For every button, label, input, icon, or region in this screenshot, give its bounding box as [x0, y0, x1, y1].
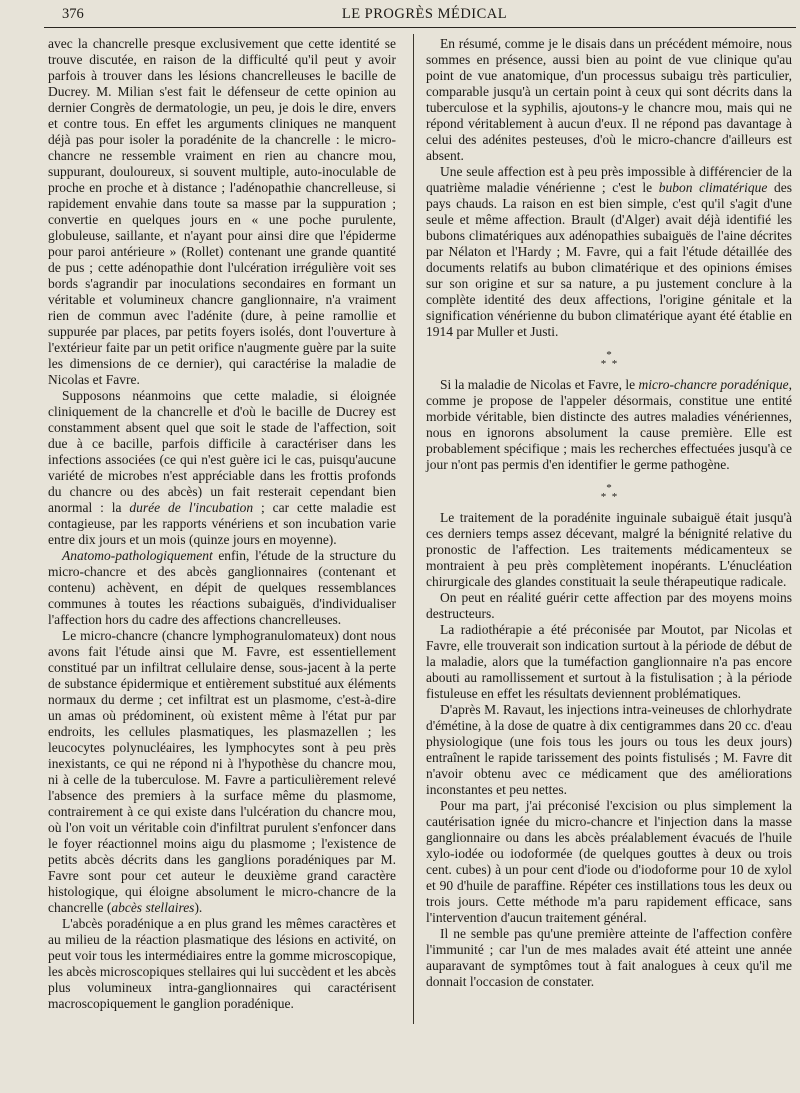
italic-term: Anatomo-pathologiquement	[62, 548, 213, 563]
asterism-star-pair: * *	[600, 358, 618, 370]
right-column	[426, 36, 792, 990]
section-asterism	[426, 482, 792, 503]
paragraph	[48, 548, 396, 628]
text-run: Supposons néanmoins que cette maladie, si éloignée cliniquement de la chancrelle et d'où le bacille de Ducrey est constamment absent quel que soit le stade de l'affection, soit due à ce bacille, parfois difficile à caractériser dans les infections associées (ce qui n'est guère ici le cas, puisqu'aucune variété de microbes n'est appréciable dans les frottis profonds du chancre ou des abcès) un fait resterait cependant bien anormal : la	[48, 388, 396, 515]
paragraph: La radiothérapie a été préconisée par Moutot, par Nicolas et Favre, elle trouverait son indication surtout à la période de début de la maladie, alors que la tuméfaction ganglionnaire n'a pas encore abouti au ramollissement et surtout à la fistulisation ; à la période fistuleuse en effet les résultats deviennent problématiques.	[426, 622, 792, 701]
italic-term: micro-chancre poradénique	[638, 377, 789, 392]
italic-term: durée de l'incubation	[129, 500, 254, 515]
text-run: , comme je propose de l'appeler désormais, constitue une entité morbide véritable, bien distincte des autres maladies vénériennes, nous en ignorons absolument la cause première. Elle est probablement spécifique ; mais les recherches effectuées jusqu'à ce jour n'ont pas permis d'en identifier le germe pathogène.	[426, 377, 792, 472]
paragraph	[48, 628, 396, 916]
header-rule	[44, 27, 796, 28]
asterism-star: *	[606, 349, 612, 361]
text-run: Si la maladie de Nicolas et Favre, le	[440, 377, 639, 392]
text-run: des pays chauds. La raison en est bien simple, c'est qu'il s'agit d'une seule et même affection. Brault (d'Alger) avait déjà identifié les bubons climatériques aux adénopathies subaiguës de l'aine décrites par Nélaton et l'Hardy ; M. Favre, qui a fait l'étude détaillée des documents relatifs au bubon climatérique et des opinions émises sur son origine et sur sa nature, a pu justement conclure à la complète identité des deux affections, l'origine génitale et la signification vénérienne du bubon climatérique ayant été établie en 1914 par Muller et Justi.	[426, 180, 793, 339]
text-run: ; car cette maladie est contagieuse, par les rapports vénériens et son incubation varie entre dix jours et un mois (quinze jours en moyenne).	[48, 500, 396, 547]
paragraph	[426, 164, 792, 340]
asterism-star: *	[606, 482, 612, 494]
asterism-star-pair: * *	[600, 491, 618, 503]
paragraph: Le traitement de la poradénite inguinale subaiguë était jusqu'à ces derniers temps assez décevant, malgré la bénignité relative du pronostic de l'affection. Les traitements médicamenteux se montraient à peu près complètement inopérants. L'énucléation chirurgicale des glandes constituait la seule thérapeutique radicale.	[426, 510, 792, 589]
italic-term: abcès stellaires	[111, 900, 195, 915]
section-asterism	[426, 349, 792, 370]
paragraph	[48, 388, 396, 548]
paragraph: avec la chancrelle presque exclusivement que cette identité se trouve discutée, en raison de la difficulté qu'il peut y avoir parfois à trouver dans les lésions chancrelleuses le bacille de Ducrey. M. Milian s'est fait le défenseur de cette opinion au dernier Congrès de dermatologie, un peu, je dois le dire, envers et contre tous. En effet les arguments cliniques ne manquent déjà pas pour isoler la poradénite de la chancrelle : le micro-chancre ne ressemble vraiment en rien au chancre mou, suppurant, douloureux, si souvent multiple, auto-inoculable de proche en proche et à distance ; l'adénopathie chancrelleuse, si rapidement envahie dans toute sa masse par la suppuration ; convertie en quelques jours en « une poche purulente, globuleuse, saillante, et n'ayant pour ainsi dire que l'épiderme pour paroi antérieure » (Rollet) contenant une grande quantité de pus ; cette adénopathie dont l'ulcération irrégulière voit ses bords s'agrandir par inoculations secondaires en formant un véritable et volumineux chancre ganglionnaire, n'a vraiment rien de commun avec l'adénite (dure, à peine ramollie et suppurée par places, par petits foyers isolés, dont l'ouverture à l'extérieur faite par un petit orifice n'augmente guère par la suite les dimensions de ce dernier), qui caractérise la maladie de Nicolas et Favre.	[48, 36, 396, 387]
text-run: ).	[194, 900, 203, 915]
italic-term: bubon climatérique	[658, 180, 768, 195]
text-run: Le micro-chancre (chancre lymphogranulomateux) dont nous avons fait l'étude ainsi que M. Favre, est essentiellement constitué par un infiltrat cellulaire dense, sous-jacent à la perte de substance épidermique et entièrement substitué aux éléments normaux du derme ; cet infiltrat est un plasmome, c'est-à-dire un amas où prédominent, où existent même à l'état pur par endroits, les cellules plasmatiques, les plasmazellen ; les leucocytes polynucléaires, les lymphocytes sont à peu près inexistants, ce qui ne répond ni à l'hypothèse du chancre mou, ni à celle de la tuberculose. M. Favre a particulièrement relevé l'absence des premiers à la surface même du plasmome, contrairement à ce qui existe dans l'ulcération du chancre mou, où l'on voit un véritable coin d'infiltrat purulent s'enfoncer dans le foyer réactionnel moins aigu du plasmome ; l'existence de petits abcès décrits dans les ganglions poradéniques par M. Favre sont pour cet auteur le deuxième grand caractère histologique, qui éloigne absolument le micro-chancre de la chancrelle (	[48, 628, 396, 915]
paragraph: Il ne semble pas qu'une première atteinte de l'affection confère l'immunité ; car l'un de mes malades avait été atteint une année auparavant de symptômes tout à fait analogues à ceux qu'il me donnait l'occasion de constater.	[426, 926, 792, 989]
paragraph: L'abcès poradénique a en plus grand les mêmes caractères et au milieu de la réaction plasmatique des lésions en activité, on peut voir tous les intermédiaires entre la gomme microscopique, les abcès microscopiques stellaires qui lui succèdent et les abcès plus volumineux intra-ganglionnaires qui caractérisent macroscopiquement le ganglion poradénique.	[48, 916, 396, 1011]
column-divider	[413, 34, 414, 1024]
paragraph: D'après M. Ravaut, les injections intra-veineuses de chlorhydrate d'émétine, à la dose de quatre à dix centigrammes dans 20 cc. d'eau physiologique (une fois tous les jours ou tous les deux jours) entraînent le rapide tarissement des points fistulisés ; M. Favre dit n'avoir obtenu avec ce médicament que des améliorations inconstantes et peu nettes.	[426, 702, 792, 797]
text-run: enfin, l'étude de la structure du micro-chancre et des abcès ganglionnaires (contenant et contenu) achèvent, en dépit de quelques ressemblances communes à toutes les réactions subaiguës, d'individualiser l'affection hors du cadre des affections chancrelleuses.	[48, 548, 396, 627]
page-number: 376	[62, 6, 84, 22]
paragraph	[426, 377, 792, 473]
running-header	[62, 6, 787, 26]
text-run: Une seule affection est à peu près impossible à différencier de la quatrième maladie vénérienne ; c'est le	[426, 164, 792, 195]
paragraph: Pour ma part, j'ai préconisé l'excision ou plus simplement la cautérisation ignée du micro-chancre et l'injection dans la masse ganglionnaire ou dans les abcès préalablement évacués de l'huile xylo-iodée ou iodoformée (de quelques gouttes à deux ou trois cent. cubes) à un pour cent d'iode ou d'iodoforme pour 10 de xylol et 90 d'huile de paraffine. Répéter ces instillations tous les deux ou trois jours. Cette méthode m'a paru rapidement efficace, sans l'intervention d'aucun traitement général.	[426, 798, 792, 925]
paragraph: En résumé, comme je le disais dans un précédent mémoire, nous sommes en présence, aussi bien au point de vue clinique qu'au point de vue anatomique, d'un processus subaigu très particulier, comparable jusqu'à un certain point à ceux qui sont décrits dans la tuberculose et la syphilis, ajoutons-y le chancre mou, mais qui ne répond véritablement à aucun d'eux. Il ne répond pas davantage à celui des adénites pesteuses, d'où le micro-chancre d'ailleurs est absent.	[426, 36, 792, 163]
left-column	[48, 36, 396, 1012]
journal-title: LE PROGRÈS MÉDICAL	[341, 6, 508, 22]
paragraph: On peut en réalité guérir cette affection par des moyens moins destructeurs.	[426, 590, 792, 621]
